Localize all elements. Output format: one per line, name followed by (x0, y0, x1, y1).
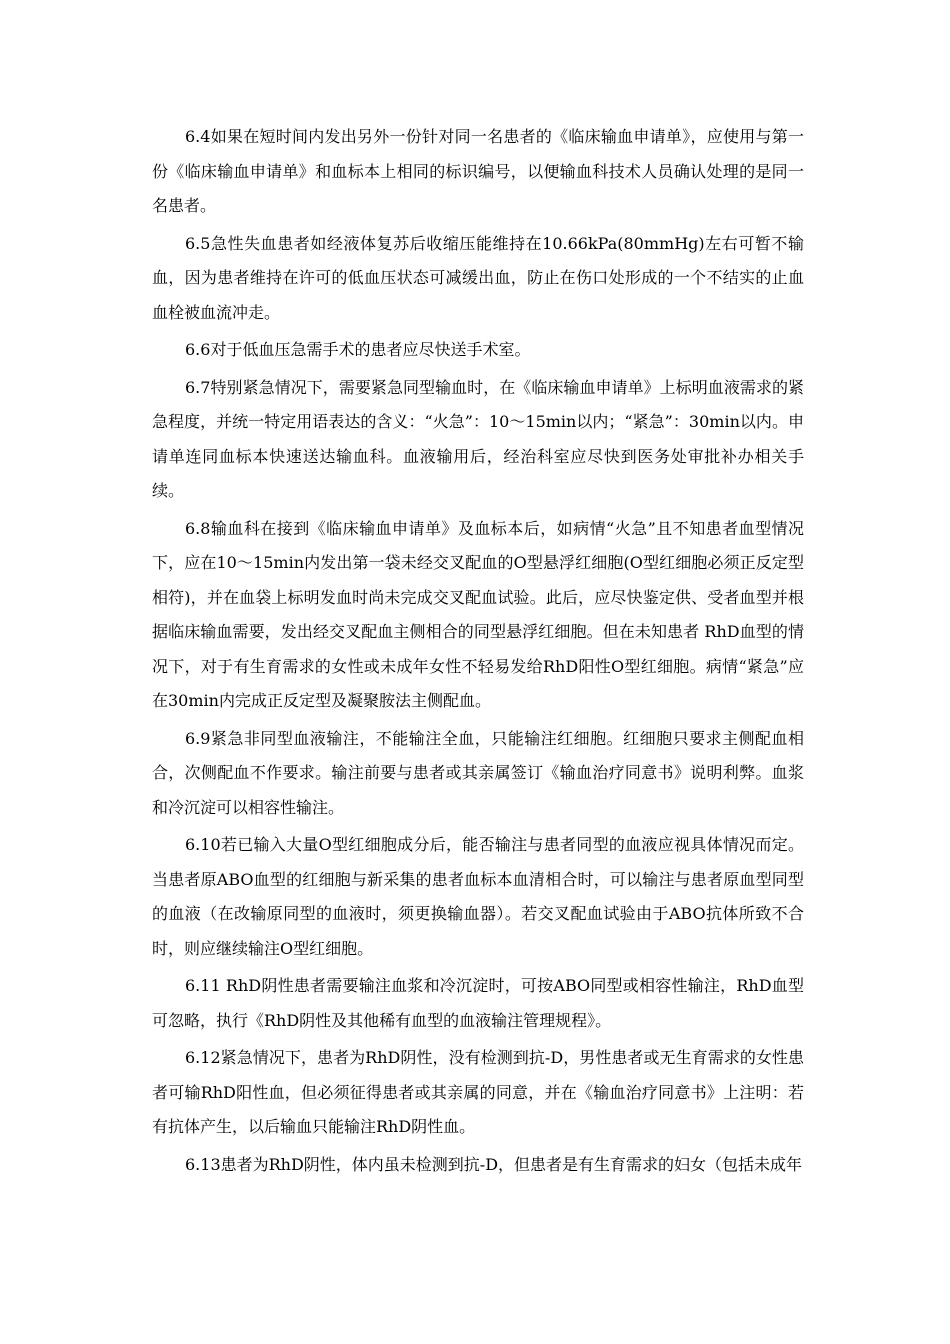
document-body (152, 120, 804, 1185)
paragraph-6-6: 6.6对于低血压急需手术的患者应尽快送手术室。 (185, 340, 531, 359)
paragraph-6-10: 6.10若已输入大量O型红细胞成分后，能否输注与患者同型的血液应视具体情况而定。当患者原ABO血型的红细胞与新采集的患者血标本血清相合时，可以输注与患者原血型同型的血液（在改输原同型的血液时，须更换输血器）。若交叉配血试验由于ABO抗体所致不合时，则应继续输注O型红细胞。 (152, 835, 804, 958)
paragraph-6-9: 6.9紧急非同型血液输注，不能输注全血，只能输注红细胞。红细胞只要求主侧配血相合，次侧配血不作要求。输注前要与患者或其亲属签订《输血治疗同意书》说明利弊。血浆和冷沉淀可以相容性输注。 (152, 728, 804, 817)
paragraph-6-13: 6.13患者为RhD阴性，体内虽未检测到抗-D，但患者是有生育需求的妇女（包括未成年 (185, 1154, 803, 1174)
paragraph-6-11: 6.11 RhD阴性患者需要输注血浆和冷沉淀时，可按ABO同型或相容性输注，RhD血型可忽略，执行《RhD阴性及其他稀有血型的血液输注管理规程》。 (152, 976, 804, 1030)
paragraph-6-8: 6.8输血科在接到《临床输血申请单》及血标本后，如病情“火急”且不知患者血型情况下，应在10～15min内发出第一袋未经交叉配血的O型悬浮红细胞(O型红细胞必须正反定型相符)，并在血袋上标明发血时尚未完成交叉配血试验。此后，应尽快鉴定供、受者血型并根据临床输血需要，发出经交叉配血主侧相合的同型悬浮红细胞。但在未知患者 RhD血型的情况下，对于有生育需求的女性或未成年女性不轻易发给RhD阳性O型红细胞。病情“紧急”应在30min内完成正反定型及凝聚胺法主侧配血。 (152, 518, 804, 710)
paragraph-6-5: 6.5急性失血患者如经液体复苏后收缩压能维持在10.66kPa(80mmHg)左右可暂不输血，因为患者维持在许可的低血压状态可减缓出血，防止在伤口处形成的一个不结实的止血血栓被血流冲走。 (152, 233, 804, 322)
paragraph-6-7: 6.7特别紧急情况下，需要紧急同型输血时，在《临床输血申请单》上标明血液需求的紧急程度，并统一特定用语表达的含义：“火急”：10～15min以内；“紧急”：30min以内。申请单连同血标本快速送达输血科。血液输用后，经治科室应尽快到医务处审批补办相关手续。 (152, 377, 804, 500)
paragraph-6-4: 6.4如果在短时间内发出另外一份针对同一名患者的《临床输血申请单》，应使用与第一份《临床输血申请单》和血标本上相同的标识编号，以便输血科技术人员确认处理的是同一名患者。 (152, 127, 804, 215)
paragraph-6-12: 6.12紧急情况下，患者为RhD阴性，没有检测到抗-D，男性患者或无生育需求的女性患者可输RhD阳性血，但必须征得患者或其亲属的同意，并在《输血治疗同意书》上注明：若有抗体产生，以后输血只能输注RhD阴性血。 (152, 1048, 804, 1136)
